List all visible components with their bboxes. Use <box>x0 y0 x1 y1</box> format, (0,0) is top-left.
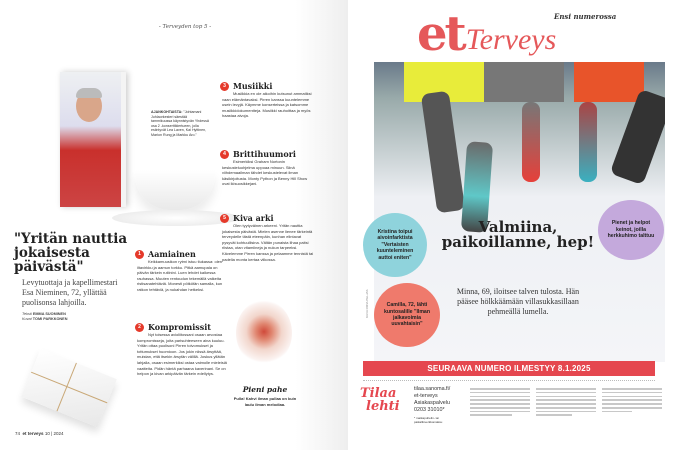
top-item-2: 2 Kompromissit Nyt toisessa avioliitossani osaan arvostaa kompromisseja, joita parisuhteeseen aina kuuluu. Yritän ottaa puolisoni Pirren toivomukset ja tottumukset huomioon. Jos jokin niissä ärsyttää, muistan, että itsekin ärsytän välillä. Joskus yllätän lahjalla, osaan esimerkiksi ostaa vaimolle mieleisiä vaatteita. Pidän häntä parhaana kaverinani. Se on helpon ja kivan arkipäivän tärkein edellytys. <box>137 322 227 377</box>
cover-bubble-kristina: Kristina toipui aivoinfarktista "Vertaisten kuunteleminen auttoi eniten" <box>363 213 427 277</box>
coffee-cup-image <box>135 170 215 210</box>
fine-print-column <box>602 388 662 414</box>
next-issue-banner: SEURAAVA NUMERO ILMESTYY 8.1.2025 <box>363 361 655 376</box>
flower-illustration <box>236 300 292 366</box>
pieni-pahe-text: Pulla! Kahvi ilman pullaa on kuin laulu ilman melodiaa. <box>233 396 297 407</box>
article-headline: "Yritän nauttia jokaisesta päivästä" <box>14 231 128 275</box>
divider <box>363 380 655 381</box>
fine-print-column <box>470 388 530 418</box>
top-item-5: 5 Kiva arki Olen tyytyväinen arkeeni. Yritän nauttia jokaisesta päivästä. Mielen asenne lienee tärkeintä terveydelle tästä eteenpäin, kunhan elintavat pysyvät kohtuullisina. Vältän punaista lihaa paitsi riistaa, otan vitamiineja ja nukun tarpeeksi. Kävelemme Pirren kanssa ja pelaamme tennistä tai padelia monta kertaa viikossa. <box>222 213 314 262</box>
subscribe-title: Tilaa lehti <box>360 386 400 414</box>
photo-credit: KUVA RIINA PELJAS <box>365 289 369 318</box>
cover-bubble-herkkuhimo: Pienet ja helpot keinot, joilla herkkuhimo talttuu <box>598 200 664 260</box>
top-item-1: 1 Aamiainen Keikkamuusikon rytmi istuu tiukassa: olen iltavirkku ja aamun torkku. Pitkä aamupala on päivän tärkein rutiinini. Luen lehdet kaikessa rauhassa. Muuten rentoudun tekemällä vaikeita ristisanatehtäviä. Monesti pötkötän samalla, kun ratkon tehtäviä, ja nukahdan hetkeksi. <box>137 249 223 292</box>
top-item-3: 3 Musiikki Musiikkia en ole aikoihin kutsunut ammatiksi vaan elämäntavaksi. Pirren kanssa kuuntelemme usein levyjä. Käymme konserteissa ja katsomme musiikkidokumentteja. Musiikki rauhoittaa ja myös haastaa aivoja. <box>222 81 312 119</box>
phone-number: 0203 31010* <box>414 407 445 413</box>
section-kicker: - Terveyden top 5 - <box>158 24 212 30</box>
portrait-photo <box>60 72 126 207</box>
et-terveys-logo: et Terveys <box>417 6 557 62</box>
subscribe-info: tilaa.sanoma.fi/ et-terveys Asiakaspalvelu 0203 31010* * matkapuhelin- tai paikallisverkkomaksu <box>414 386 464 424</box>
photo-caption: AJANKOHTAISTA: "Johtamani Juhlaorkesteri säestää tammikuussa käynnistyvän Yhdessä osa 2 -konserttikiertueen, jolla esiintyvät Lea Laven, Kai Hyttinen, Marion Rung ja Markku Aro." <box>151 110 209 137</box>
cover-bubble-camilla: Camilla, 72, lähti kuntosalille "Ilman jalkavoimia uuvahtaisin" <box>374 283 440 347</box>
pieni-pahe-title: Pieni pahe <box>242 385 288 394</box>
article-deck: Levytuottaja ja kapellimestari Esa Nieminen, 72, yllättää puolisonsa lahjoilla. <box>22 278 118 307</box>
article-intro <box>14 232 134 322</box>
page-folio: 74 et terveys 10 | 2024 <box>15 431 64 436</box>
top-item-4: 4 Brittihuumori Esimerkiksi Graham Nortonin keskusteluohjelma uppoaa minuun. Siinä viihdemaailman tähdet keskustelevat ilman käsikirjoitusta. Monty Python ja Benny Hill Show ovat ikisuosikkejani. <box>222 149 308 187</box>
cover-deck: Minna, 69, iloitsee talven tulosta. Hän pääsee hölkkäämään villasukkasillaan pehmeällä lumella. <box>456 287 580 316</box>
tagline: Ensi numerossa <box>554 12 617 21</box>
subscribe-link[interactable]: tilaa.sanoma.fi/ <box>414 386 451 392</box>
right-page <box>348 0 696 450</box>
cover-headline: Valmiina, paikoillanne, hep! <box>441 218 595 251</box>
gift-package-image <box>21 349 117 428</box>
fine-print-column <box>536 388 596 418</box>
article-credits: Teksti EMMA SUOMINEN Kuvat TOMI PARKKONEN <box>22 312 68 321</box>
